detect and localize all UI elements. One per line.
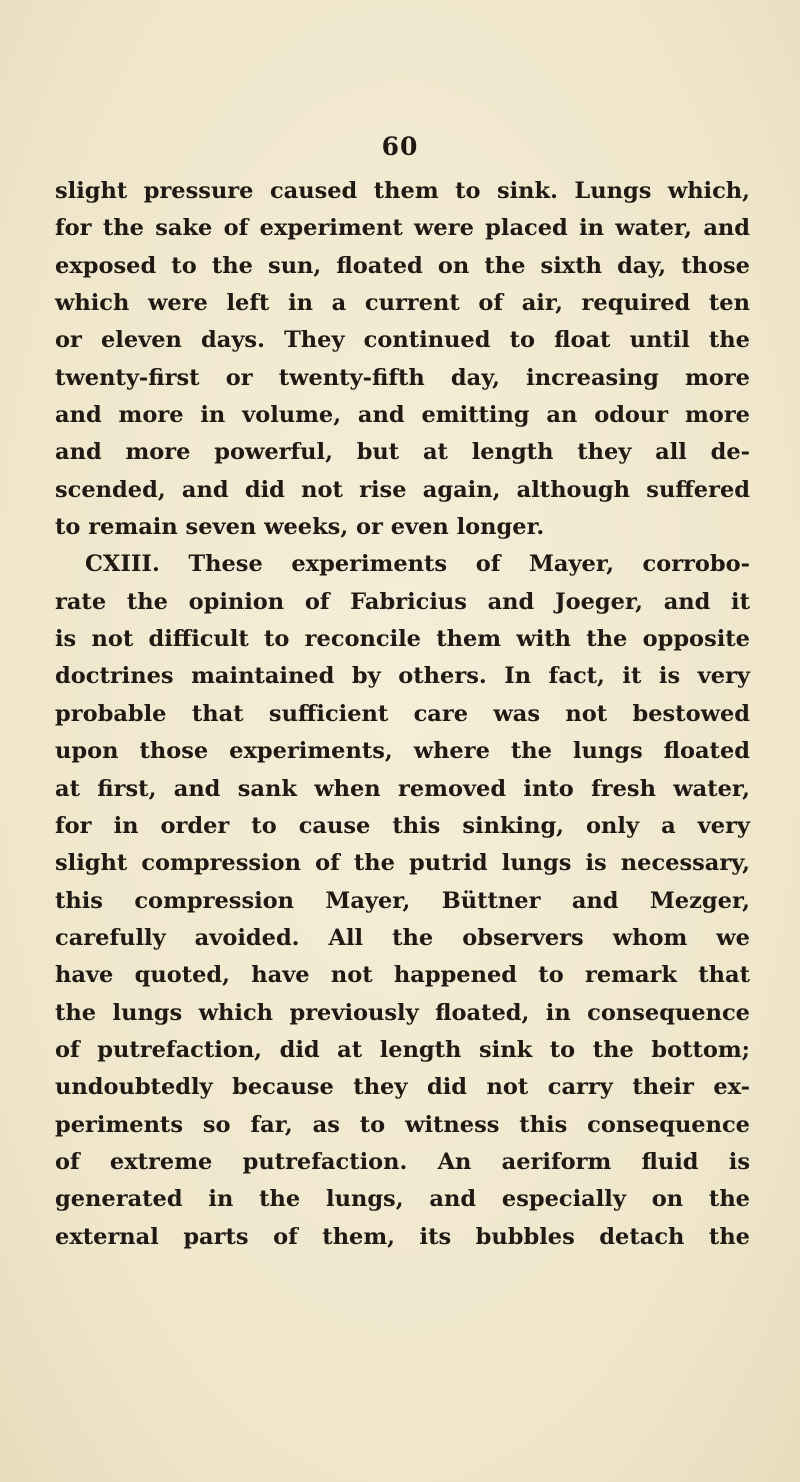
text-line: periments so far, as to witness this consequence (55, 1111, 750, 1138)
text-line: for the sake of experiment were placed in water, and (55, 215, 750, 242)
text-line: slight pressure caused them to sink. Lungs which, (55, 178, 750, 204)
text-line: to remain seven weeks, or even longer. (55, 514, 545, 541)
text-line: carefully avoided. All the observers whom we (55, 924, 750, 951)
text-line: twenty-first or twenty-fifth day, increasing more (55, 364, 750, 391)
text-line: for in order to cause this sinking, only a very (55, 812, 750, 839)
text-line: this compression Mayer, Büttner and Mezger, (55, 887, 750, 914)
text-line: is not difficult to reconcile them with the opposite (55, 626, 750, 653)
text-line: doctrines maintained by others. In fact, it is very (55, 663, 750, 690)
text-line: slight compression of the putrid lungs is necessary, (55, 850, 750, 877)
text-line: and more in volume, and emitting an odour more (55, 402, 750, 429)
text-line: of putrefaction, did at length sink to the bottom; (55, 1036, 750, 1063)
text-line: rate the opinion of Fabricius and Joeger, and it (55, 588, 750, 615)
text-line: of extreme putrefaction. An aeriform fluid is (55, 1148, 750, 1175)
text-line: probable that sufficient care was not bestowed (55, 700, 750, 727)
body-text (55, 173, 750, 1256)
text-line: the lungs which previously floated, in consequence (55, 999, 750, 1026)
text-line: upon those experiments, where the lungs floated (55, 738, 750, 765)
text-line: exposed to the sun, floated on the sixth day, those (55, 252, 750, 279)
text-line: at first, and sank when removed into fresh water, (55, 775, 750, 802)
text-line: which were left in a current of air, required ten (55, 290, 750, 317)
section-start-line: CXIII. These experiments of Mayer, corrobo- (85, 551, 750, 578)
text-line: and more powerful, but at length they all de- (55, 439, 750, 466)
text-line: generated in the lungs, and especially on the (55, 1186, 750, 1213)
text-line: undoubtedly because they did not carry their ex- (55, 1074, 750, 1101)
text-line: or eleven days. They continued to float until the (55, 327, 750, 354)
text-line: have quoted, have not happened to remark that (55, 962, 750, 989)
page-number: 60 (381, 132, 419, 161)
text-line: external parts of them, its bubbles detach the (55, 1223, 750, 1250)
text-line: scended, and did not rise again, although suffered (55, 476, 750, 503)
